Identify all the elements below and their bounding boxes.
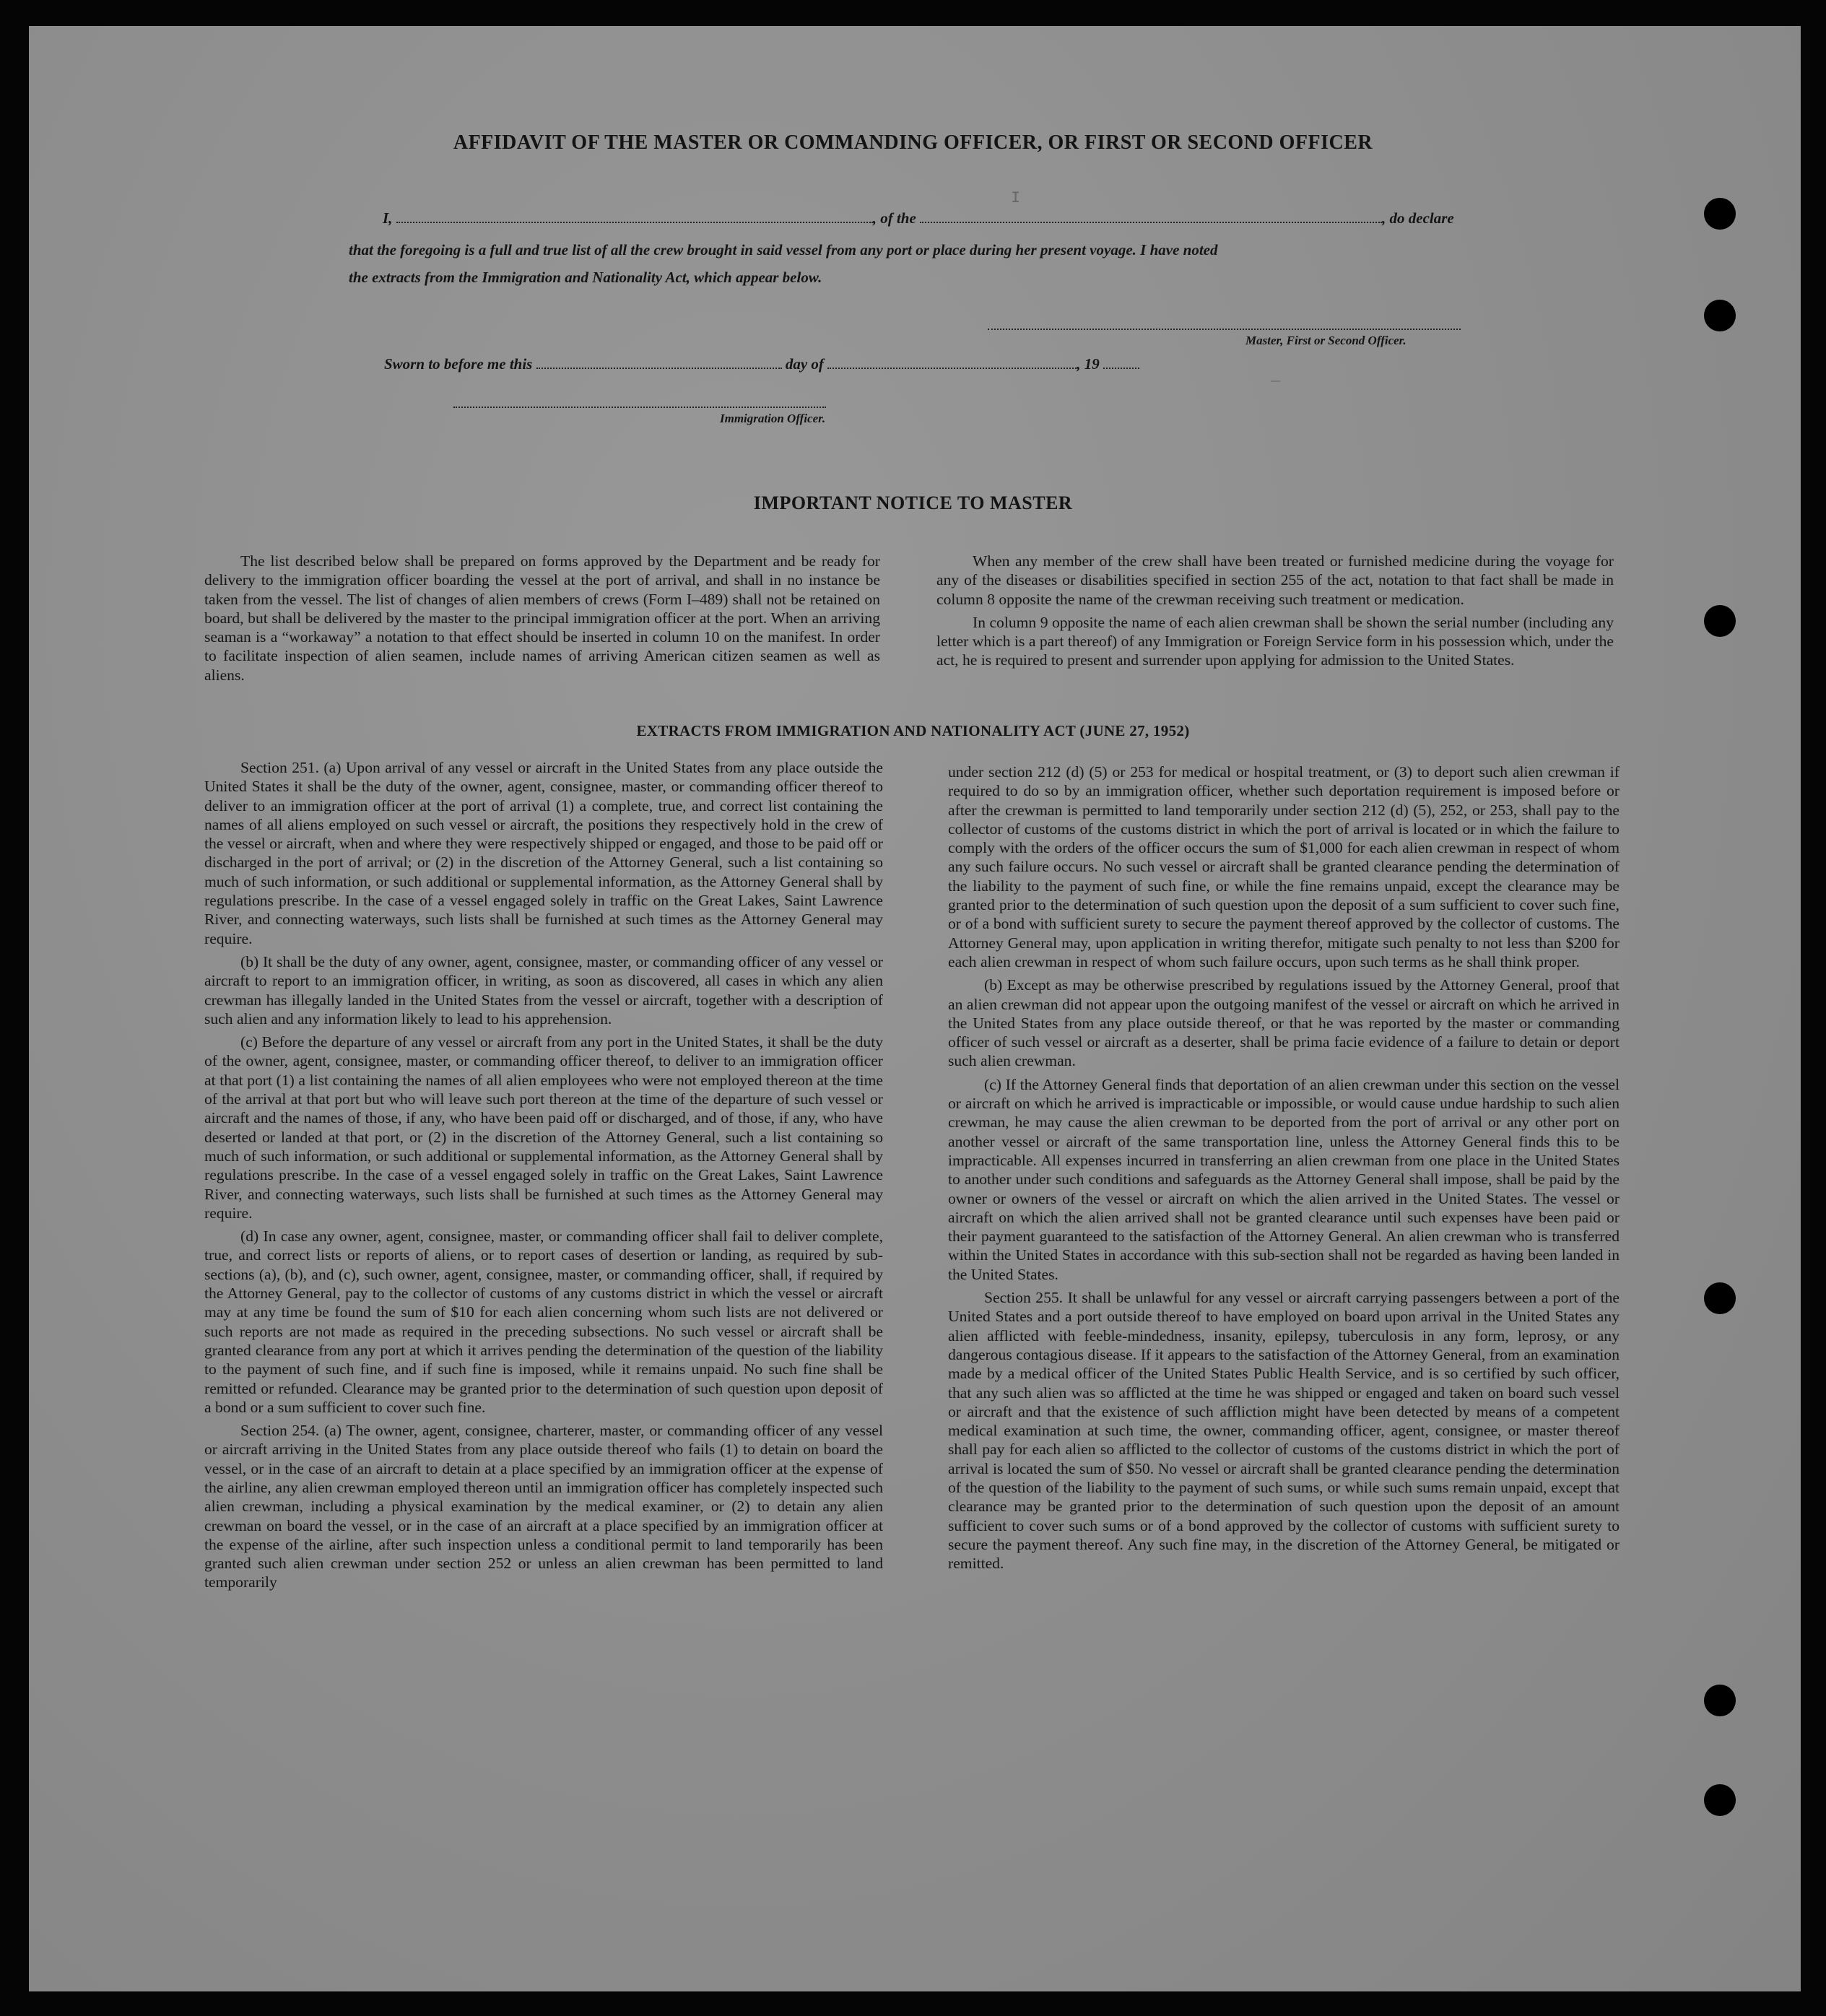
section-251-a: Section 251. (a) Upon arrival of any vessel or aircraft in the United States from any place outside the United States it shall be the duty of the owner, agent, consignee, master, or commanding officer thereof to deliver to an immigration officer at the port of arrival (1) a complete, true, and correct list containing the names of all aliens employed on such vessel or aircraft, the positions they respectively hold in the crew of the vessel or aircraft, when and where they were respectively shipped or engaged, and those to be paid off or discharged in the port of arrival; or (2) in the discretion of the Attorney General, such a list containing so much of such information, or such additional or supplemental information, as the Attorney General shall by regulations prescribe. In the case of a vessel engaged solely in traffic on the Great Lakes, Saint Lawrence River, and connecting waterways, such lists shall be furnished at such times as the Attorney General may require.	[204, 759, 883, 947]
sworn-line	[384, 355, 1139, 373]
affidavit-of-the-label: , of the	[872, 209, 916, 227]
section-254-c: (c) If the Attorney General finds that deportation of an alien crewman under this section on the vessel or aircraft on which he arrived is impracticable or impossible, or would cause undue hardship to such alien crewman, he may cause the alien crewman to be deported from the port of arrival or any other port on another vessel or aircraft of the same transportation line, unless the Attorney General finds this to be impracticable. All expenses incurred in transferring an alien crewman from one place in the United States to another under such conditions and safeguards as the Attorney General shall impose, shall be paid by the owner or owners of the vessel or aircraft on which the alien arrived in the United States. The vessel or aircraft on which the alien arrived shall not be granted clearance until such expenses have been paid or their payment guaranteed to the satisfaction of the Attorney General. An alien crewman who is transferred within the United States in accordance with this sub-section shall not be regarded as having been landed in the United States.	[948, 1075, 1620, 1283]
master-signature-line	[988, 329, 1461, 330]
sworn-year-blank	[1103, 357, 1139, 369]
punch-hole	[1704, 1282, 1736, 1314]
extracts-left-column	[204, 758, 883, 1596]
bleed-through-mark: I	[1011, 189, 1021, 207]
sworn-day-blank	[536, 357, 782, 369]
notice-left-column	[204, 552, 880, 689]
punch-hole	[1704, 605, 1736, 637]
section-251-d: (d) In case any owner, agent, consignee, master, or commanding officer shall fail to deliver complete, true, and correct lists or reports of aliens, or to report cases of desertion or landing, as required by sub-sections (a), (b), and (c), such owner, agent, consignee, master, or commanding officer, shall, if required by the Attorney General, pay to the collector of customs of any customs district in which the vessel or aircraft may at any time be found the sum of $10 for each alien concerning whom such lists are not delivered or such reports are not made as required in the preceding subsections. No such vessel or aircraft shall be granted clearance from any port at which it arrives pending the determination of the question of the liability to the payment of such fine, and if such fine is imposed, while it remains unpaid. No such fine shall be remitted or refunded. Clearance may be granted prior to the determination of such question upon deposit of a bond or a sum sufficient to cover such fine.	[204, 1228, 883, 1416]
section-254-a-continued: under section 212 (d) (5) or 253 for medical or hospital treatment, or (3) to deport such alien crewman if required to do so by an immigration officer, whether such deportation requirement is imposed before or after the crewman is permitted to land temporarily under section 212 (d) (5), 252, or 253, shall pay to the collector of customs of the customs district in which the port of arrival is located or in which the failure to comply with the orders of the officer occurs the sum of $1,000 for each alien crewman in respect of whom any such failure occurs. No such vessel or aircraft shall be granted clearance pending the determination of the liability to the payment of such fine, or while the fine remains unpaid, except the clearance may be granted prior to the determination of such question upon the deposit of a sum sufficient to cover such fine, or of a bond with sufficient surety to secure the payment thereof approved by the collector of customs. The Attorney General may, upon application in writing therefor, mitigate such penalty to not less than $200 for each alien crewman in respect of whom such failure occurs, upon such terms as he shall think proper.	[948, 763, 1620, 970]
notice-right-paragraph-2: In column 9 opposite the name of each alien crewman shall be shown the serial number (including any letter which is a part thereof) of any Immigration or Foreign Service form in his possession which, under the act, he is required to present and surrender upon applying for admission to the United States.	[936, 613, 1614, 669]
affidavit-title: AFFIDAVIT OF THE MASTER OR COMMANDING OFFICER, OR FIRST OR SECOND OFFICER	[453, 131, 1373, 154]
section-254-a: Section 254. (a) The owner, agent, consignee, charterer, master, or commanding officer of any vessel or aircraft arriving in the United States from any place outside thereof who fails (1) to detain on board the vessel, or in the case of an aircraft to detain at a place specified by an immigration officer at the expense of the airline, any alien crewman employed thereon until an immigration officer has completely inspected such alien crewman, including a physical examination by the medical examiner, or (2) to detain any alien crewman on board the vessel, or in the case of an aircraft at a place specified by an immigration officer at the expense of the airline, after such inspection unless a conditional permit to land temporarily has been granted such alien crewman under section 252 or unless an alien crewman has been permitted to land temporarily	[204, 1422, 883, 1591]
sworn-month-blank	[827, 357, 1077, 369]
section-254-b: (b) Except as may be otherwise prescribed by regulations issued by the Attorney General, proof that an alien crewman did not appear upon the outgoing manifest of the vessel or aircraft on which he arrived in the United States from any place outside thereof, or that he was reported by the master or commanding officer of such vessel or aircraft as a deserter, shall be prima facie evidence of a failure to detain or deport such alien crewman.	[948, 976, 1620, 1070]
punch-hole	[1704, 198, 1736, 230]
name-blank	[396, 212, 873, 223]
affidavit-do-declare-label: , do declare	[1382, 209, 1454, 227]
sworn-day-of-label: day of	[785, 355, 824, 373]
section-251-b: (b) It shall be the duty of any owner, agent, consignee, master, or commanding officer of any vessel or aircraft to report to an immigration officer, in writing, as soon as discovered, all cases in which any alien crewman has illegally landed in the United States from the vessel or aircraft, together with a description of such alien and any information likely to lead to his apprehension.	[204, 952, 883, 1027]
punch-hole	[1704, 1784, 1736, 1816]
sworn-prefix-label: Sworn to before me this	[384, 355, 533, 373]
extracts-right-column	[948, 762, 1620, 1577]
master-signature-label: Master, First or Second Officer.	[1245, 334, 1407, 347]
immigration-officer-signature-line	[453, 407, 826, 408]
punch-hole	[1704, 300, 1736, 331]
section-251-c: (c) Before the departure of any vessel or aircraft from any port in the United States, it shall be the duty of the owner, agent, consignee, master, or commanding officer thereof, to deliver to an immigration officer at that port (1) a list containing the names of all alien employees who were not employed thereon at the time of the arrival at that port but who will leave such port thereon at the time of the departure of such vessel or aircraft and the names of those, if any, who have been paid off or discharged, and of those, if any, who have deserted or landed at that port, or (2) in the discretion of the Attorney General, such a list containing so much of such information, or such additional or supplemental information, as the Attorney General shall by regulations prescribe. In the case of a vessel engaged solely in traffic on the Great Lakes, Saint Lawrence River, and connecting waterways, such lists shall be furnished at such times as the Attorney General may require.	[204, 1033, 883, 1222]
bleed-through-mark: _	[1271, 367, 1281, 385]
affidavit-line-2: that the foregoing is a full and true list of all the crew brought in said vessel from any port or place during her present voyage. I have noted	[349, 241, 1218, 258]
immigration-officer-label: Immigration Officer.	[720, 412, 826, 425]
sworn-year-label: , 19	[1077, 355, 1100, 373]
notice-right-paragraph-1: When any member of the crew shall have been treated or furnished medicine during the voyage for any of the diseases or disabilities specified in section 255 of the act, notation to that fact shall be made in column 8 opposite the name of the crewman receiving such treatment or medication.	[936, 552, 1614, 608]
affidavit-line-3: the extracts from the Immigration and Nationality Act, which appear below.	[349, 269, 822, 286]
section-255: Section 255. It shall be unlawful for any vessel or aircraft carrying passengers between a port of the United States and a port outside thereof to have employed on board upon arrival in the United States any alien afflicted with feeble-mindedness, insanity, epilepsy, tuberculosis in any form, leprosy, or any dangerous contagious disease. If it appears to the satisfaction of the Attorney General, from an examination made by a medical officer of the United States Public Health Service, and is so certified by such officer, that any such alien was so afflicted at the time he was shipped or engaged and taken on board such vessel or aircraft and that the existence of such affliction might have been detected by means of a competent medical examination at such time, the owner, commanding officer, agent, consignee, or master thereof shall pay for each alien so afflicted to the collector of customs of the customs district in which the port of arrival is located the sum of $50. No vessel or aircraft shall be granted clearance pending the determination of the question of the liability to the payment of such sums, or while such sums remain unpaid, except that clearance may be granted prior to the determination of such question upon the deposit of an amount sufficient to cover such sums or of a bond approved by the collector of customs with sufficient surety to secure the payment thereof. Any such fine may, in the discretion of the Attorney General, be mitigated or remitted.	[948, 1289, 1620, 1573]
affidavit-i-label: I,	[383, 209, 393, 227]
vessel-blank	[920, 212, 1382, 223]
punch-hole	[1704, 1685, 1736, 1716]
affidavit-declaration-line	[383, 209, 1454, 227]
notice-left-paragraph: The list described below shall be prepared on forms approved by the Department and be ready for delivery to the immigration officer boarding the vessel at the port of arrival, and shall in no instance be taken from the vessel. The list of changes of alien members of crews (Form I–489) shall not be retained on board, but shall be delivered by the master to the principal immigration officer at the port. When an arriving seaman is a “workaway” a notation to that effect should be inserted in column 10 on the manifest. In order to facilitate inspection of alien seamen, include names of arriving American citizen seamen as well as aliens.	[204, 552, 880, 684]
notice-title: IMPORTANT NOTICE TO MASTER	[753, 492, 1073, 513]
extracts-title: EXTRACTS FROM IMMIGRATION AND NATIONALITY ACT (JUNE 27, 1952)	[636, 722, 1190, 739]
notice-right-column	[936, 552, 1614, 674]
